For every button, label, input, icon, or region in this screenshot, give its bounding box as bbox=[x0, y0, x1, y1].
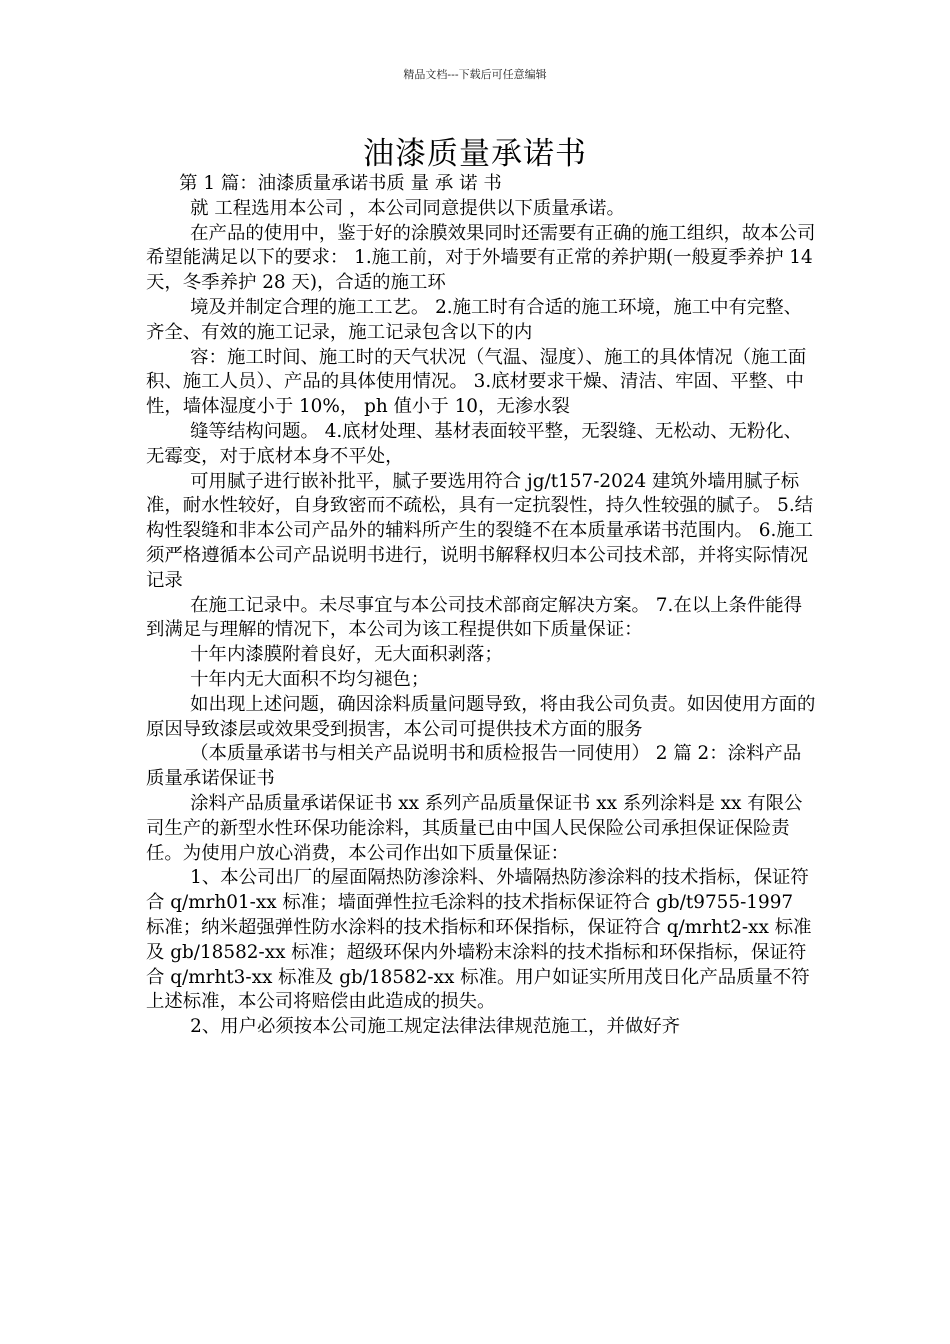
paragraph: 可用腻子进行嵌补批平，腻子要选用符合 jg/t157-2024 建筑外墙用腻子标准，耐水性较好，自身致密而不疏松，具有一定抗裂性，持久性较强的腻子。 5.结构性裂缝和非本公司产品外的辅料所产生的裂缝不在本质量承诺书范围内。 6.施工须严格遵循本公司产品说明书进行，说明书解释权归本公司技术部，并将实际情况记录 bbox=[146, 470, 814, 591]
paragraph: 就 工程选用本公司 ，本公司同意提供以下质量承诺。 bbox=[190, 197, 625, 219]
paragraph: 如出现上述问题，确因涂料质量问题导致，将由我公司负责。如因使用方面的原因导致漆层或效果受到损害，本公司可提供技术方面的服务 bbox=[146, 693, 816, 740]
document-title: 油漆质量承诺书 bbox=[363, 136, 587, 172]
paragraph: 1、本公司出厂的屋面隔热防渗涂料、外墙隔热防渗涂料的技术指标，保证符合 q/mrh01-xx 标准；墙面弹性拉毛涂料的技术指标保证符合 gb/t9755-1997 标准；纳米超强弹性防水涂料的技术指标和环保指标，保证符合 q/mrht2-xx 标准及 gb/18582-xx 标准；超级环保内外墙粉末涂料的技术指标和环保指标，保证符合 q/mrht3-xx 标准及 gb/18582-xx 标准。用户如证实所用茂日化产品质量不符上述标准，本公司将赔偿由此造成的损失。 bbox=[146, 867, 812, 1013]
page-header: 精品文档---下载后可任意编辑 bbox=[403, 68, 547, 81]
paragraph: 境及并制定合理的施工工艺。 2.施工时有合适的施工环境，施工中有完整、齐全、有效的施工记录，施工记录包含以下的内 bbox=[146, 296, 803, 343]
paragraph: 容：施工时间、施工时的天气状况（气温、湿度）、施工的具体情况（施工面积、施工人员）、产品的具体使用情况。 3.底材要求干燥、清洁、牢固、平整、中性，墙体湿度小于 10%， ph 值小于 10，无渗水裂 bbox=[146, 346, 807, 418]
paragraph: 涂料产品质量承诺保证书 xx 系列产品质量保证书 xx 系列涂料是 xx 有限公司生产的新型水性环保功能涂料，其质量已由中国人民保险公司承担保证保险责任。为使用户放心消费，本公司作出如下质量保证： bbox=[146, 792, 803, 864]
document-body bbox=[146, 172, 816, 1040]
paragraph: 在产品的使用中，鉴于好的涂膜效果同时还需要有正确的施工组织，故本公司希望能满足以下的要求： 1.施工前，对于外墙要有正常的养护期(一般夏季养护 14 天，冬季养护 28 天)，合适的施工环 bbox=[146, 222, 816, 294]
paragraph: 在施工记录中。未尽事宜与本公司技术部商定解决方案。 7.在以上条件能得到满足与理解的情况下，本公司为该工程提供如下质量保证： bbox=[146, 594, 803, 641]
paragraph: （本质量承诺书与相关产品说明书和质检报告一同使用） 2 篇 2：涂料产品质量承诺保证书 bbox=[146, 743, 802, 790]
paragraph: 2、用户必须按本公司施工规定法律法律规范施工，并做好齐 bbox=[190, 1016, 681, 1038]
paragraph: 缝等结构问题。 4.底材处理、基材表面较平整，无裂缝、无松动、无粉化、无霉变，对于底材本身不平处， bbox=[146, 420, 803, 467]
paragraph-section-heading: 第 1 篇：油漆质量承诺书质 量 承 诺 书 bbox=[179, 173, 502, 194]
paragraph: 十年内漆膜附着良好，无大面积剥落； bbox=[190, 644, 503, 666]
paragraph: 十年内无大面积不均匀褪色； bbox=[190, 668, 430, 690]
